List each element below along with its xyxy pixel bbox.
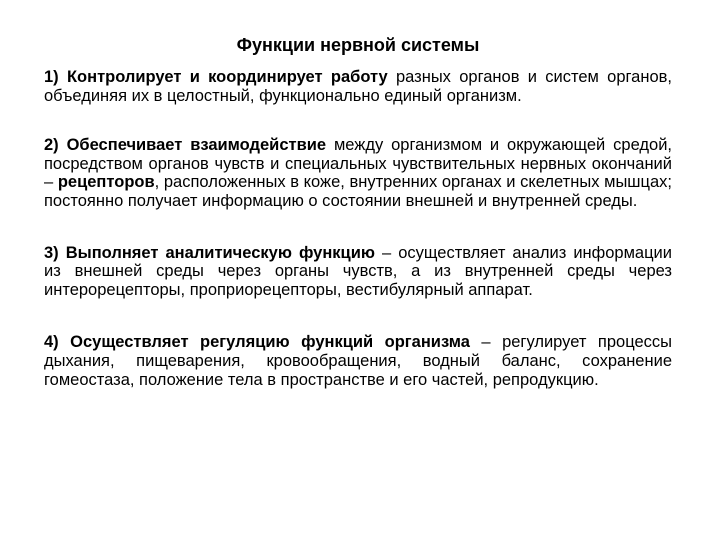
function-item-2-term: рецепторов	[57, 173, 155, 192]
function-item-3-text: – осуществляет анализ информации из внешней среды через органы чувств, а из внутренней среды через интерорецепторы, проприорецепторы, вестибулярный аппарат.	[44, 243, 672, 299]
function-item-1	[44, 68, 672, 105]
function-item-4-text: – регулирует процессы дыхания, пищеварения, кровообращения, водный баланс, сохранение гомеостаза, положение тела в пространстве и его частей, репродукцию.	[44, 333, 672, 389]
function-item-1-text: разных органов и систем органов, объединяя их в целостный, функционально единый организм.	[44, 68, 672, 105]
function-item-3	[44, 244, 672, 300]
function-item-4	[44, 333, 672, 389]
function-item-2	[44, 136, 672, 210]
function-item-3-heading: 3) Выполняет аналитическую функцию	[44, 243, 375, 262]
slide-content	[44, 34, 672, 389]
function-item-1-heading: 1) Контролирует и координирует работу	[44, 68, 388, 86]
slide-title: Функции нервной системы	[236, 35, 480, 55]
function-item-2-heading: 2) Обеспечивает взаимодействие	[44, 136, 327, 155]
function-item-2-text-cont: , расположенных в коже, внутренних органах и скелетных мышцах; постоянно получает информацию о состоянии внешней и внутренней среды.	[44, 173, 673, 210]
function-item-2-text: между организмом и окружающей средой, посредством органов чувств и специальных чувствительных нервных окончаний –	[44, 136, 672, 192]
function-item-4-heading: 4) Осуществляет регуляцию функций организма	[44, 333, 470, 352]
